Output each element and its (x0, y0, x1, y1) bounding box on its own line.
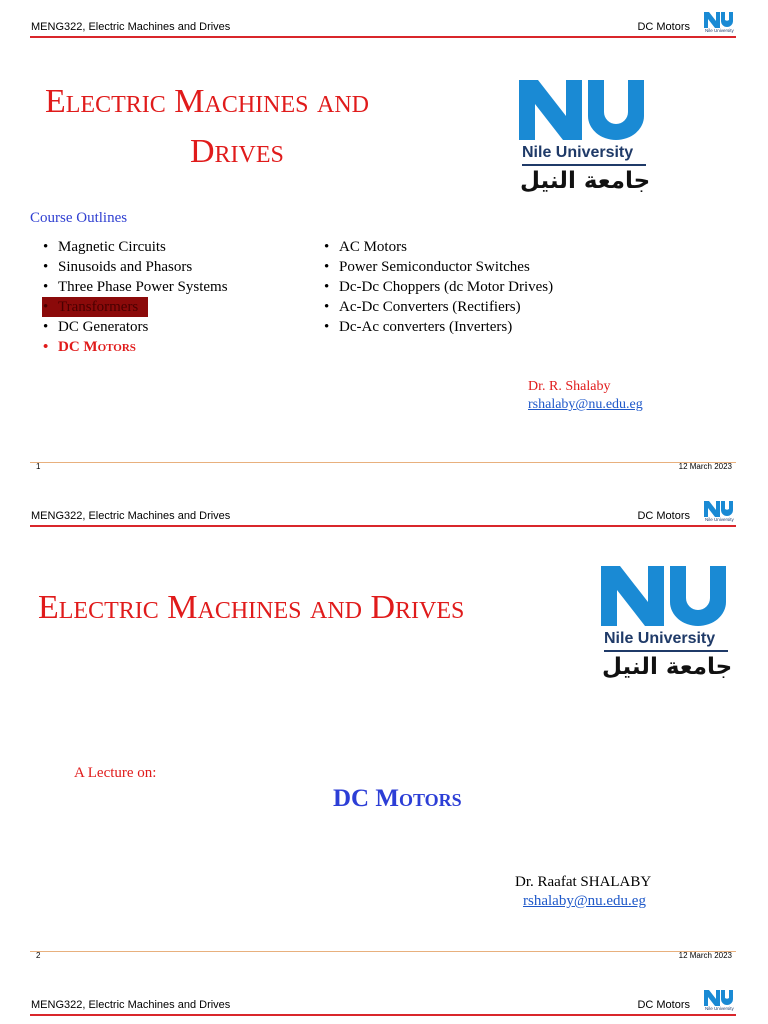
bullet-icon: • (324, 259, 330, 275)
slide-3 (0, 978, 768, 1024)
list-item-highlighted: • Transformers (42, 297, 148, 317)
header-divider (30, 36, 736, 38)
mini-logo-caption: Nile University (705, 28, 734, 33)
page-number: 2 (36, 951, 41, 960)
bullet-icon: • (324, 319, 330, 335)
mini-logo (704, 501, 736, 523)
header-divider (30, 525, 736, 527)
bullet-icon: • (43, 319, 49, 335)
mini-logo (704, 990, 736, 1012)
lecture-topic: DC Motors (333, 785, 462, 812)
list-item: • Ac-Dc Converters (Rectifiers) (324, 299, 521, 315)
outline-right-list (324, 237, 553, 337)
logo-divider (604, 650, 728, 652)
list-item: • Three Phase Power Systems (43, 279, 228, 295)
list-item: • AC Motors (324, 239, 407, 255)
slide1-author: Dr. R. Shalaby (528, 379, 611, 394)
footer-date: 12 March 2023 (678, 951, 732, 960)
header-topic: DC Motors (637, 510, 690, 522)
nu-mark-icon (704, 12, 734, 28)
bullet-icon: • (43, 299, 49, 315)
list-item: • Dc-Dc Choppers (dc Motor Drives) (324, 279, 554, 295)
slide-2 (0, 489, 768, 978)
mini-logo (704, 12, 736, 34)
slide2-email-link[interactable]: rshalaby@nu.edu.eg (523, 893, 646, 909)
bullet-icon: • (43, 339, 49, 355)
logo-divider (522, 164, 646, 166)
bullet-icon: • (324, 279, 330, 295)
slide2-title: Electric Machines and Drives (38, 589, 465, 626)
bullet-icon: • (43, 239, 49, 255)
page-number: 1 (36, 462, 41, 471)
header-divider (30, 1014, 736, 1016)
outline-heading: Course Outlines (30, 210, 128, 226)
nile-university-logo (516, 78, 651, 208)
logo-arabic: جامعة النيل (602, 654, 733, 680)
list-item: • Dc-Ac converters (Inverters) (324, 319, 513, 335)
nu-mark-icon (516, 78, 651, 142)
mini-logo-caption: Nile University (705, 1006, 734, 1011)
header-topic: DC Motors (637, 21, 690, 33)
list-item: • Sinusoids and Phasors (43, 259, 193, 275)
footer-divider (30, 462, 736, 463)
nu-mark-icon (598, 564, 733, 628)
slide2-author: Dr. Raafat SHALABY (515, 874, 652, 890)
nu-mark-icon (704, 501, 734, 517)
bullet-icon: • (324, 299, 330, 315)
list-item: • Power Semiconductor Switches (324, 259, 530, 275)
slide1-email-link[interactable]: rshalaby@nu.edu.eg (528, 397, 643, 412)
header-course: MENG322, Electric Machines and Drives (31, 510, 231, 522)
header-course: MENG322, Electric Machines and Drives (31, 999, 231, 1011)
list-item: • DC Generators (43, 319, 149, 335)
footer-divider (30, 951, 736, 952)
bullet-icon: • (43, 259, 49, 275)
outline-left-list (43, 237, 228, 357)
mini-logo-caption: Nile University (705, 517, 734, 522)
bullet-icon: • (324, 239, 330, 255)
slide1-title-line1: Electric Machines and (45, 83, 369, 120)
bullet-icon: • (43, 279, 49, 295)
slide-1 (0, 0, 768, 489)
nile-university-logo (598, 564, 733, 694)
list-item-current: • DC Motors (43, 339, 136, 355)
footer-date: 12 March 2023 (678, 462, 732, 471)
logo-name: Nile University (604, 630, 716, 647)
list-item: • Magnetic Circuits (43, 239, 166, 255)
nu-mark-icon (704, 990, 734, 1006)
header-topic: DC Motors (637, 999, 690, 1011)
logo-name: Nile University (522, 144, 634, 161)
logo-arabic: جامعة النيل (520, 168, 651, 194)
slide1-title-line2: Drives (190, 133, 284, 170)
header-course: MENG322, Electric Machines and Drives (31, 21, 231, 33)
lecture-label: A Lecture on: (74, 765, 157, 781)
